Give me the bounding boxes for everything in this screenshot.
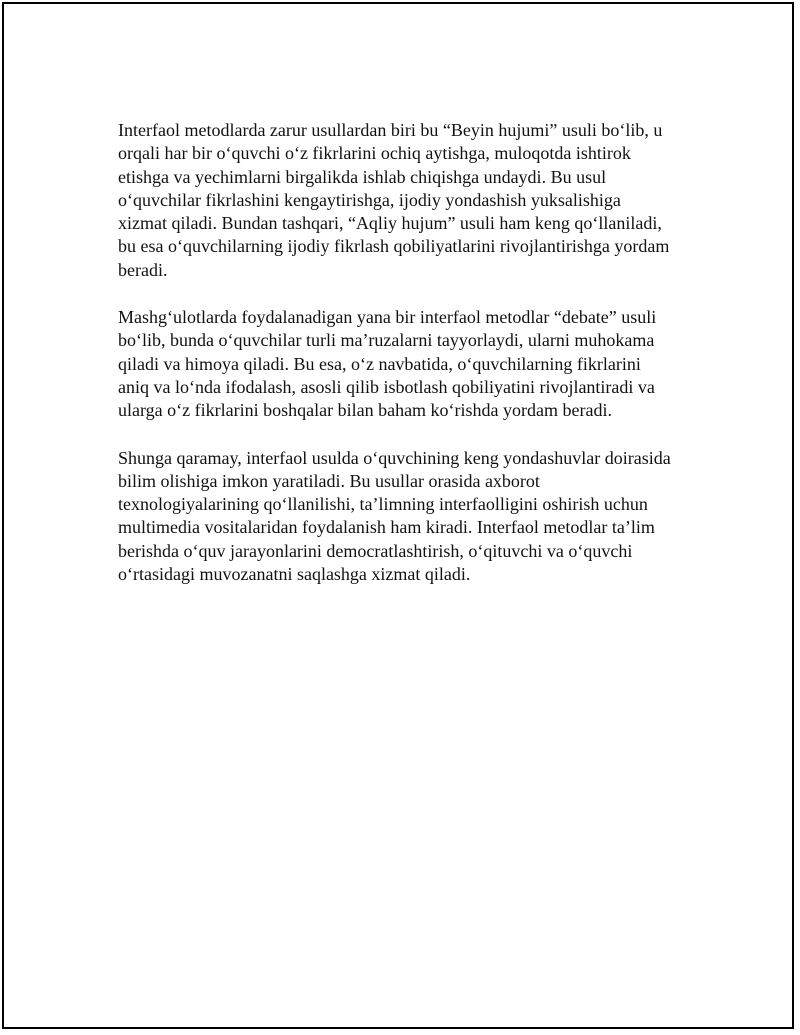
paragraph-1: [118, 119, 708, 282]
text-line: bu esa o‘quvchilarning ijodiy fikrlash qobiliyatlarini rivojlantirishga yordam: [118, 236, 670, 257]
text-line: xizmat qiladi. Bundan tashqari, “Aqliy hujum” usuli ham keng qo‘llaniladi,: [118, 213, 662, 234]
text-line: berishda o‘quv jarayonlarini democratlashtirish, o‘qituvchi va o‘quvchi: [118, 540, 633, 561]
paragraph-2: [118, 306, 708, 422]
text-line: Mashg‘ulotlarda foydalanadigan yana bir interfaol metodlar “debate” usuli: [118, 307, 657, 328]
paragraph-3: [118, 447, 708, 587]
text-line: qiladi va himoya qiladi. Bu esa, o‘z navbatida, o‘quvchilarning fikrlarini: [118, 353, 641, 374]
text-line: bo‘lib, bunda o‘quvchilar turli ma’ruzalarni tayyorlaydi, ularni muhokama: [118, 330, 655, 351]
text-line: Shunga qaramay, interfaol usulda o‘quvchining keng yondashuvlar doirasida: [118, 447, 671, 468]
text-line: Interfaol metodlarda zarur usullardan biri bu “Beyin hujumi” usuli bo‘lib, u: [118, 120, 663, 140]
text-line: bilim olishiga imkon yaratiladi. Bu usullar orasida axborot: [118, 470, 540, 491]
text-line: o‘rtasidagi muvozanatni saqlashga xizmat qiladi.: [118, 564, 471, 585]
text-line: o‘quvchilar fikrlashini kengaytirishga, ijodiy yondashish yuksalishiga: [118, 189, 621, 210]
text-line: texnologiyalarining qo‘llanilishi, ta’limning interfaolligini oshirish uchun: [118, 494, 648, 515]
document-body: [118, 119, 708, 610]
text-line: ularga o‘z fikrlarini boshqalar bilan baham ko‘rishda yordam beradi.: [118, 400, 612, 421]
text-line: aniq va lo‘nda ifodalash, asosli qilib isbotlash qobiliyatini rivojlantiradi va: [118, 376, 655, 397]
text-line: etishga va yechimlarni birgalikda ishlab chiqishga undaydi. Bu usul: [118, 166, 607, 187]
text-line: orqali har bir o‘quvchi o‘z fikrlarini ochiq aytishga, muloqotda ishtirok: [118, 143, 631, 164]
text-line: multimedia vositalaridan foydalanish ham kiradi. Interfaol metodlar ta’lim: [118, 517, 655, 538]
text-line: beradi.: [118, 259, 168, 280]
